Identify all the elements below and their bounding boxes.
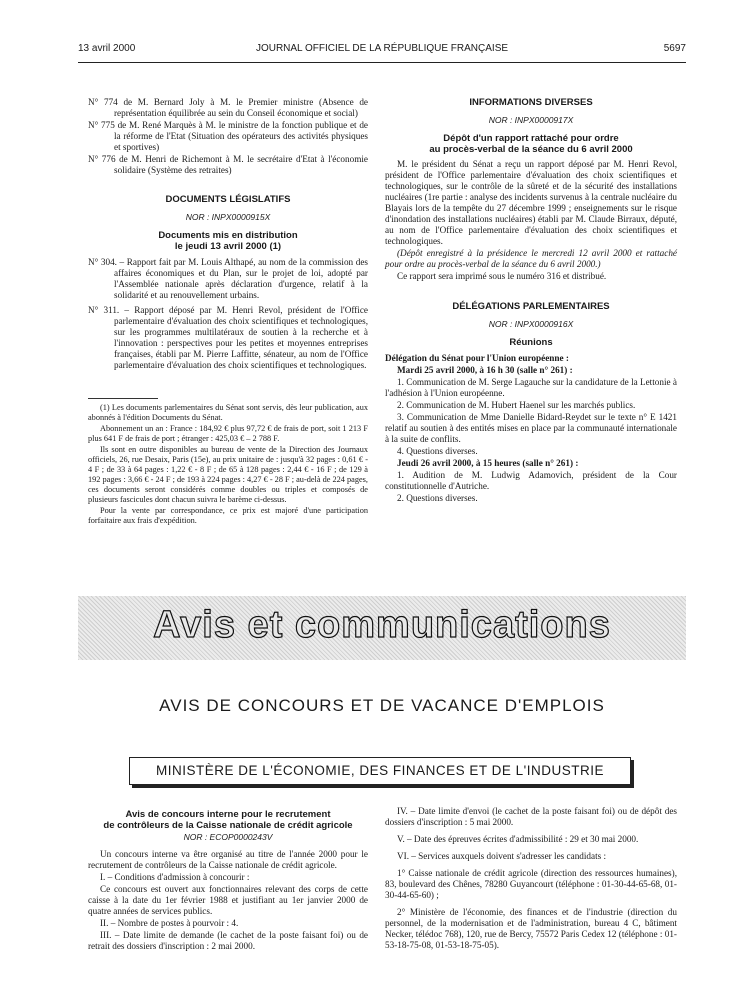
footnote-para: Abonnement un an : France : 184,92 € plus 97,72 € de frais de port, soit 1 213 F plus 641 F de frais de port ; étranger : 425,03 € – 2 788 F. xyxy=(88,424,368,443)
footnote xyxy=(88,398,368,527)
avis-title: AVIS DE CONCOURS ET DE VACANCE D'EMPLOIS xyxy=(159,696,605,715)
info-title: INFORMATIONS DIVERSES xyxy=(469,97,593,108)
depot-para: Ce rapport sera imprimé sous le numéro 316 et distribué. xyxy=(397,271,607,281)
right-top-column xyxy=(385,97,677,505)
docs-nor: NOR : INPX0000915X xyxy=(185,212,271,222)
concours-para: 2° Ministère de l'économie, des finances et de l'industrie (direction du personnel, de la modernisation et de l'administration, bureau 4 C, bâtiment Necker, télédoc 768), 120, rue de Bercy, 75572 Paris Cedex 12 (téléphone : 01-53-18-75-08, 01-53-18-75-05). xyxy=(385,907,677,950)
header-date: 13 avril 2000 xyxy=(78,43,136,54)
agenda-item: 3. Communication de Mme Danielle Bidard-Reydet sur le texte n° E 1421 relatif au soutien à des entités mises en place par la communauté internationale à la suite de conflits. xyxy=(385,412,677,444)
question-item: N° 774 de M. Bernard Joly à M. le Premier ministre (Absence de représentation équilibrée au sein du Conseil économique et social) xyxy=(88,97,368,118)
document-item: N° 304. – Rapport fait par M. Louis Althapé, au nom de la commission des affaires économiques et du Plan, sur le projet de loi, adopté par l'Assemblée nationale après déclaration d'urgence, relatif à la solidarité et au renouvellement urbains. xyxy=(88,257,368,300)
document-item: N° 311. – Rapport déposé par M. Henri Revol, président de l'Office parlementaire d'évaluation des choix scientifiques et technologiques, sur les programmes multilatéraux de soutien à la recherche et à l'innovation : perspectives pour les petites et moyennes entreprises françaises, établi par M. Pierre Laffitte, sénateur, au nom de l'Office parlementaire d'évaluation des choix scientifiques et technologiques. xyxy=(88,305,368,370)
banner-title: Avis et communications xyxy=(153,604,611,646)
page-number: 5697 xyxy=(663,43,686,54)
info-nor: NOR : INPX0000917X xyxy=(488,115,574,125)
concours-para: II. – Nombre de postes à pourvoir : 4. xyxy=(100,918,239,928)
footnote-para: Ils sont en outre disponibles au bureau de vente de la Direction des Journaux officiels, 26, rue Desaix, Paris (15e), au prix unitaire de : jusqu'à 32 pages : 0,61 € - 4 F ; de 33 à 64 pages : 1,22 € - 8 F ; de 65 à 128 pages : 2,44 € - 16 F ; de 129 à 192 pages : 3,66 € - 24 F ; de 193 à 224 pages : 4,27 € - 28 F ; au-delà de 224 pages, ces documents seront considérés comme doubles ou triples et composés de plusieurs fascicules dont chacun suivra le barème ci-dessus. xyxy=(88,445,368,504)
question-item: N° 775 de M. René Marquès à M. le ministre de la fonction publique et de la réforme de l'Etat (Situation des opérateurs des activités physiques et sportives) xyxy=(88,120,368,152)
right-bottom-column xyxy=(385,806,677,952)
footnote-rule xyxy=(88,398,158,399)
depot-title-1: Dépôt d'un rapport rattaché pour ordre xyxy=(443,133,619,144)
concours-para: V. – Date des épreuves écrites d'admissibilité : 29 et 30 mai 2000. xyxy=(397,834,639,844)
docs-legislatifs-title: DOCUMENTS LÉGISLATIFS xyxy=(165,194,291,205)
footnote-para: (1) Les documents parlementaires du Sénat sont servis, dès leur publication, aux abonnés à l'édition Documents du Sénat. xyxy=(88,403,368,422)
docs-subtitle-2: le jeudi 13 avril 2000 (1) xyxy=(174,241,282,252)
depot-note: (Dépôt enregistré à la présidence le mercredi 12 avril 2000 et rattaché pour ordre au procès-verbal de la séance du 6 avril 2000.) xyxy=(385,248,677,269)
agenda-item: 2. Questions diverses. xyxy=(397,493,478,503)
agenda-item: 4. Questions diverses. xyxy=(397,446,478,456)
ministry-box: MINISTÈRE DE L'ÉCONOMIE, DES FINANCES ET DE L'INDUSTRIE xyxy=(129,757,631,785)
concours-title-1: Avis de concours interne pour le recrutement xyxy=(125,809,331,820)
depot-title-2: au procès-verbal de la séance du 6 avril 2000 xyxy=(429,144,633,155)
concours-para: 1° Caisse nationale de crédit agricole (direction des ressources humaines), 83, boulevard des Chênes, 78280 Guyancourt (téléphone : 01-30-44-65-68, 01-30-44-65-60) ; xyxy=(385,868,677,900)
delegations-title: DÉLÉGATIONS PARLEMENTAIRES xyxy=(452,301,610,312)
concours-para: Ce concours est ouvert aux fonctionnaires relevant des corps de cette caisse à la date du 1er février 1988 et justifiant au 1er janvier 2000 de quatre années de services publics. xyxy=(88,884,368,916)
agenda-item: 1. Audition de M. Ludwig Adamovich, président de la Cour constitutionnelle d'Autriche. xyxy=(385,470,677,491)
agenda-item: 1. Communication de M. Serge Lagauche sur la candidature de la Lettonie à l'adhésion à l'Union européenne. xyxy=(385,377,677,398)
reunions-heading: Réunions xyxy=(509,337,553,348)
concours-nor: NOR : ECOP0000243V xyxy=(183,832,273,842)
concours-para: IV. – Date limite d'envoi (le cachet de la poste faisant foi) ou de dépôt des dossiers d'inscription : 5 mai 2000. xyxy=(385,806,677,827)
left-bottom-column xyxy=(88,809,368,953)
question-item: N° 776 de M. Henri de Richemont à M. le secrétaire d'Etat à l'économie solidaire (Système des retraites) xyxy=(88,154,368,175)
meeting-thursday: Jeudi 26 avril 2000, à 15 heures (salle n° 261) : xyxy=(397,458,579,468)
delegations-nor: NOR : INPX0000916X xyxy=(488,319,574,329)
meeting-tuesday: Mardi 25 avril 2000, à 16 h 30 (salle n° 261) : xyxy=(397,365,573,375)
concours-para: VI. – Services auxquels doivent s'adresser les candidats : xyxy=(397,851,607,861)
depot-para: M. le président du Sénat a reçu un rapport déposé par M. Henri Revol, président de l'Office parlementaire d'évaluation des choix scientifiques et technologiques, sur le contrôle de la sûreté et de la sécurité des installations nucléaires (1re partie : analyse des incidents survenus à la centrale nucléaire du Blayais lors de la tempête du 27 décembre 1999 ; enseignements sur le risque d'inondation des installations nucléaires) établi par M. Claude Birraux, député, au nom de l'Office parlementaire d'évaluation des choix scientifiques et technologiques. xyxy=(385,159,677,246)
concours-para: Un concours interne va être organisé au titre de l'année 2000 pour le recrutement de contrôleurs de la Caisse nationale de crédit agricole. xyxy=(88,849,368,870)
left-top-column xyxy=(88,97,368,372)
delegation-ue: Délégation du Sénat pour l'Union européenne : xyxy=(385,353,569,363)
journal-title: JOURNAL OFFICIEL DE LA RÉPUBLIQUE FRANÇAISE xyxy=(255,43,509,54)
section-banner xyxy=(78,596,686,660)
docs-subtitle-1: Documents mis en distribution xyxy=(158,230,298,241)
agenda-item: 2. Communication de M. Hubert Haenel sur les marchés publics. xyxy=(397,400,636,410)
header-rule xyxy=(78,62,686,63)
concours-para: III. – Date limite de demande (le cachet de la poste faisant foi) ou de retrait des dossiers d'inscription : 2 mai 2000. xyxy=(88,930,368,951)
footnote-para: Pour la vente par correspondance, ce prix est majoré d'une participation forfaitaire aux frais d'expédition. xyxy=(88,506,368,525)
concours-title-2: de contrôleurs de la Caisse nationale de crédit agricole xyxy=(103,820,353,831)
concours-para: I. – Conditions d'admission à concourir : xyxy=(100,872,250,882)
